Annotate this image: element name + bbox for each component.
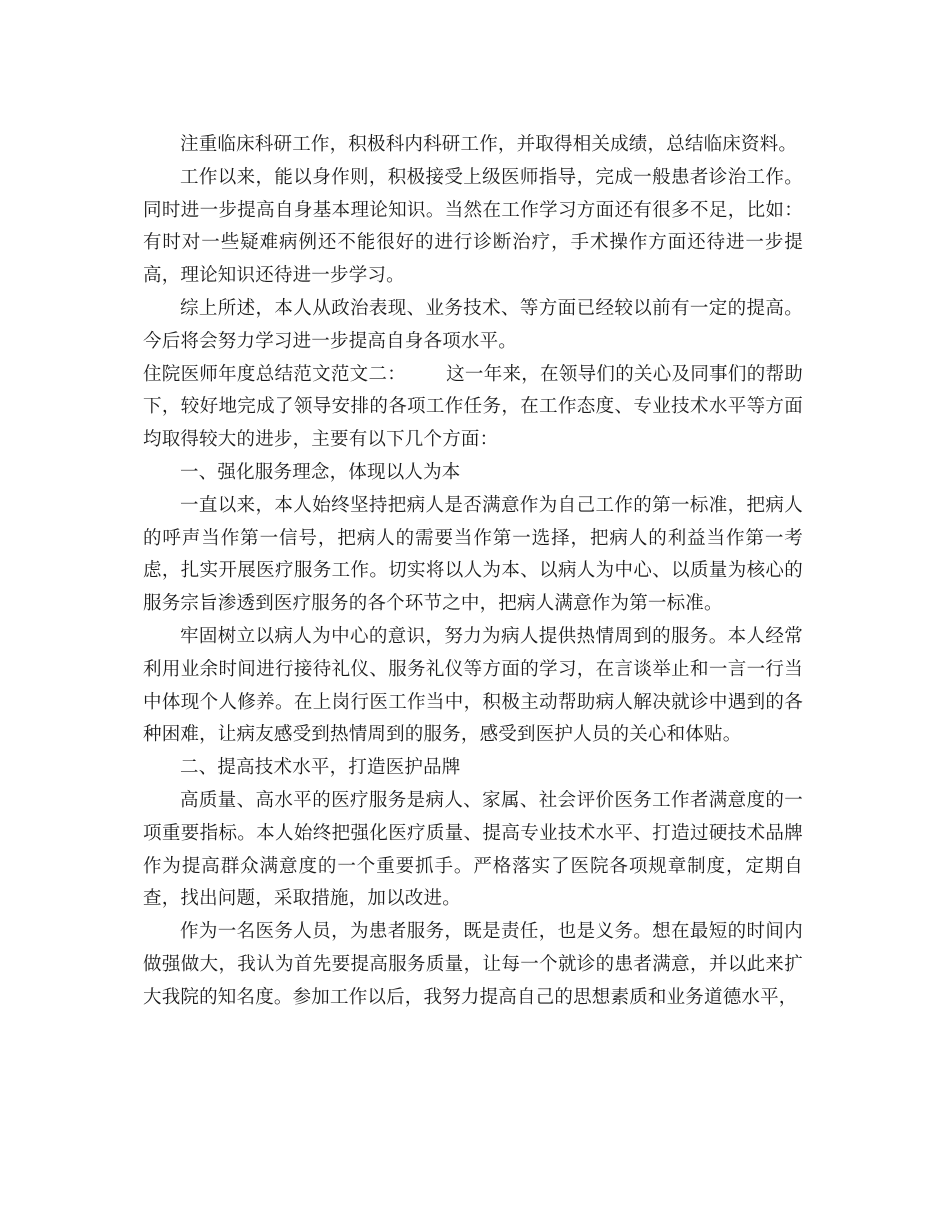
section-heading: 二、提高技术水平，打造医护品牌 [180,757,461,779]
paragraph: 牢固树立以病人为中心的意识，努力为病人提供热情周到的服务。本人经常利用业余时间进行接待礼仪、服务礼仪等方面的学习，在言谈举止和一言一行当中体现个人修养。在上岗行医工作当中，积极主动帮助病人解决就诊中遇到的各种困难，让病友感受到热情周到的服务，感受到医护人员的关心和体贴。 [143,625,803,746]
paragraph: 高质量、高水平的医疗服务是病人、家属、社会评价医务工作者满意度的一项重要指标。本人始终把强化医疗质量、提高专业技术水平、打造过硬技术品牌作为提高群众满意度的一个重要抓手。严格落实了医院各项规章制度，定期自查，找出问题，采取措施，加以改进。 [143,789,803,910]
section-title: 住院医师年度总结范文范文二： [143,363,407,385]
document-body [143,129,803,1015]
section-paragraph [143,359,803,457]
paragraph: 作为一名医务人员，为患者服务，既是责任，也是义务。想在最短的时间内做强做大，我认为首先要提高服务质量，让每一个就诊的患者满意，并以此来扩大我院的知名度。参加工作以后，我努力提高自己的思想素质和业务道德水平， [143,921,803,1008]
section-heading: 一、强化服务理念，体现以人为本 [180,461,461,483]
section-body: 这一年来，在领导们的关心及同事们的帮助下，较好地完成了领导安排的各项工作任务，在工作态度、专业技术水平等方面均取得较大的进步，主要有以下几个方面： [143,363,803,451]
paragraph: 注重临床科研工作，积极科内科研工作，并取得相关成绩，总结临床资料。 [180,134,798,155]
paragraph: 综上所述，本人从政治表现、业务技术、等方面已经较以前有一定的提高。今后将会努力学习进一步提高自身各项水平。 [143,297,803,352]
paragraph: 一直以来，本人始终坚持把病人是否满意作为自己工作的第一标准，把病人的呼声当作第一信号，把病人的需要当作第一选择，把病人的利益当作第一考虑，扎实开展医疗服务工作。切实将以人为本、以病人为中心、以质量为核心的服务宗旨渗透到医疗服务的各个环节之中，把病人满意作为第一标准。 [143,494,803,615]
paragraph: 工作以来，能以身作则，积极接受上级医师指导，完成一般患者诊治工作。同时进一步提高自身基本理论知识。当然在工作学习方面还有很多不足，比如：有时对一些疑难病例还不能很好的进行诊断治疗，手术操作方面还待进一步提高，理论知识还待进一步学习。 [143,166,803,287]
